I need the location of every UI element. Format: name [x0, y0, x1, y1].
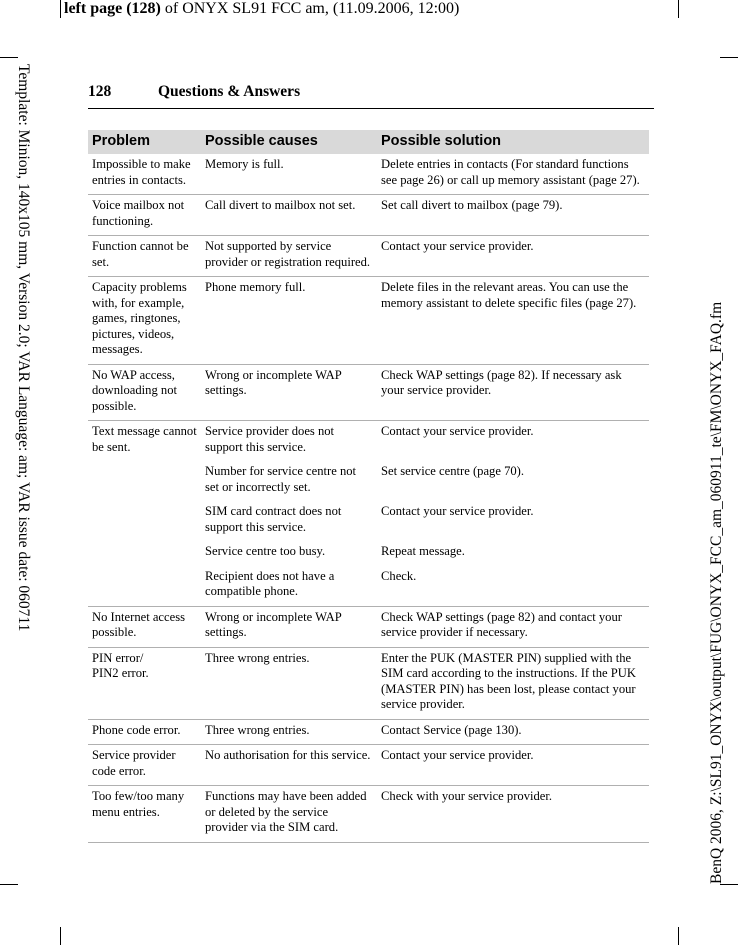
- problem-cell: Text message cannot be sent.: [92, 424, 197, 454]
- crop-mark: [720, 57, 738, 58]
- solution-cell: Check WAP settings (page 82) and contact your service provider if necessary.: [377, 606, 649, 647]
- cause-cell: No authorisation for this service.: [201, 745, 377, 786]
- problem-cell: Capacity problems with, for example, games, ringtones, pictures, videos, messages.: [88, 277, 201, 365]
- problem-cell: Service provider code error.: [88, 745, 201, 786]
- cause-cell: Recipient does not have a compatible phone.: [201, 566, 377, 607]
- table-row: [88, 647, 649, 719]
- solution-cell: Contact your service provider.: [377, 236, 649, 277]
- table-row: [88, 541, 649, 566]
- solution-cell: Delete files in the relevant areas. You can use the memory assistant to delete specific files (page 27).: [377, 277, 649, 365]
- side-template-info: [14, 64, 32, 884]
- cause-cell: Service provider does not support this service.: [205, 424, 335, 454]
- problem-cell: PIN error/ PIN2 error.: [88, 647, 201, 719]
- print-header: [64, 0, 459, 18]
- table-row: [88, 566, 649, 607]
- solution-cell: Contact your service provider.: [377, 745, 649, 786]
- page-number: 128: [88, 83, 112, 100]
- problem-cell: [88, 461, 201, 501]
- problem-cell: Phone code error.: [88, 719, 201, 745]
- cause-cell: Phone memory full.: [201, 277, 377, 365]
- table-row: [88, 364, 649, 421]
- cause-cell: Not supported by service provider or registration required.: [201, 236, 377, 277]
- problem-cell: No Internet access possible.: [88, 606, 201, 647]
- table-row: [88, 195, 649, 236]
- crop-mark: [60, 0, 61, 18]
- table-row: [88, 421, 649, 462]
- side-file-path-text: BenQ 2006, Z:\SL91_ONYX\output\FUG\ONYX_FCC_am_060911_te\FM\ONYX_FAQ.fm: [708, 301, 725, 884]
- header-rule: [88, 108, 654, 109]
- cause-cell: Three wrong entries.: [201, 647, 377, 719]
- crop-mark: [720, 884, 738, 885]
- table-row: [88, 719, 649, 745]
- table-row: [88, 786, 649, 843]
- print-header-prefix: left page (128): [64, 0, 161, 17]
- problem-cell: Function cannot be set.: [88, 236, 201, 277]
- solution-cell: Enter the PUK (MASTER PIN) supplied with the SIM card according to the instructions. If the PUK (MASTER PIN) has been lost, please contact your service provider.: [377, 647, 649, 719]
- solution-cell: Set call divert to mailbox (page 79).: [377, 195, 649, 236]
- column-header-causes: Possible causes: [201, 130, 377, 154]
- crop-mark: [678, 927, 679, 945]
- table-row: [88, 154, 649, 195]
- cause-cell: Number for service centre not set or incorrectly set.: [205, 464, 357, 494]
- crop-mark: [0, 884, 18, 885]
- solution-cell: Contact your service provider.: [381, 424, 534, 438]
- cause-cell: Wrong or incomplete WAP settings.: [201, 364, 377, 421]
- column-header-problem: Problem: [88, 130, 201, 154]
- table-row: [88, 745, 649, 786]
- side-template-text: Template: Minion, 140x105 mm, Version 2.0; VAR Language: am; VAR issue date: 060711: [15, 64, 32, 632]
- cause-cell: Service centre too busy.: [205, 544, 326, 558]
- crop-mark: [60, 927, 61, 945]
- solution-cell: Contact Service (page 130).: [377, 719, 649, 745]
- cause-cell: Wrong or incomplete WAP settings.: [201, 606, 377, 647]
- problem-cell: Too few/too many menu entries.: [88, 786, 201, 843]
- cause-cell: Functions may have been added or deleted by the service provider via the SIM card.: [201, 786, 377, 843]
- problem-cell: [88, 541, 201, 566]
- print-header-rest: of ONYX SL91 FCC am, (11.09.2006, 12:00): [160, 0, 460, 17]
- crop-mark: [0, 57, 18, 58]
- problem-cell: [88, 501, 201, 541]
- cause-cell: Three wrong entries.: [201, 719, 377, 745]
- solution-cell: Delete entries in contacts (For standard functions see page 26) or call up memory assistant (page 27).: [377, 154, 649, 195]
- problem-cell: Voice mailbox not functioning.: [88, 195, 201, 236]
- table-row: [88, 461, 649, 501]
- faq-table: [88, 130, 649, 843]
- problem-cell: [88, 566, 201, 607]
- solution-cell: Repeat message.: [381, 544, 465, 558]
- problem-cell: Impossible to make entries in contacts.: [88, 154, 201, 195]
- cause-cell: Call divert to mailbox not set.: [201, 195, 377, 236]
- table-row: [88, 236, 649, 277]
- solution-cell: Set service centre (page 70).: [381, 464, 525, 478]
- table-row: [88, 606, 649, 647]
- solution-cell: Check WAP settings (page 82). If necessary ask your service provider.: [377, 364, 649, 421]
- side-file-path: [708, 60, 726, 884]
- table-header-row: [88, 130, 649, 154]
- solution-cell: Check with your service provider.: [377, 786, 649, 843]
- cause-cell: SIM card contract does not support this service.: [205, 504, 342, 534]
- solution-cell: Contact your service provider.: [381, 504, 534, 518]
- column-header-solution: Possible solution: [377, 130, 649, 154]
- solution-cell: Check.: [377, 566, 649, 607]
- table-row: [88, 277, 649, 365]
- crop-mark: [678, 0, 679, 18]
- section-title: Questions & Answers: [158, 83, 301, 100]
- table-row: [88, 501, 649, 541]
- problem-cell: No WAP access, downloading not possible.: [88, 364, 201, 421]
- cause-cell: Memory is full.: [201, 154, 377, 195]
